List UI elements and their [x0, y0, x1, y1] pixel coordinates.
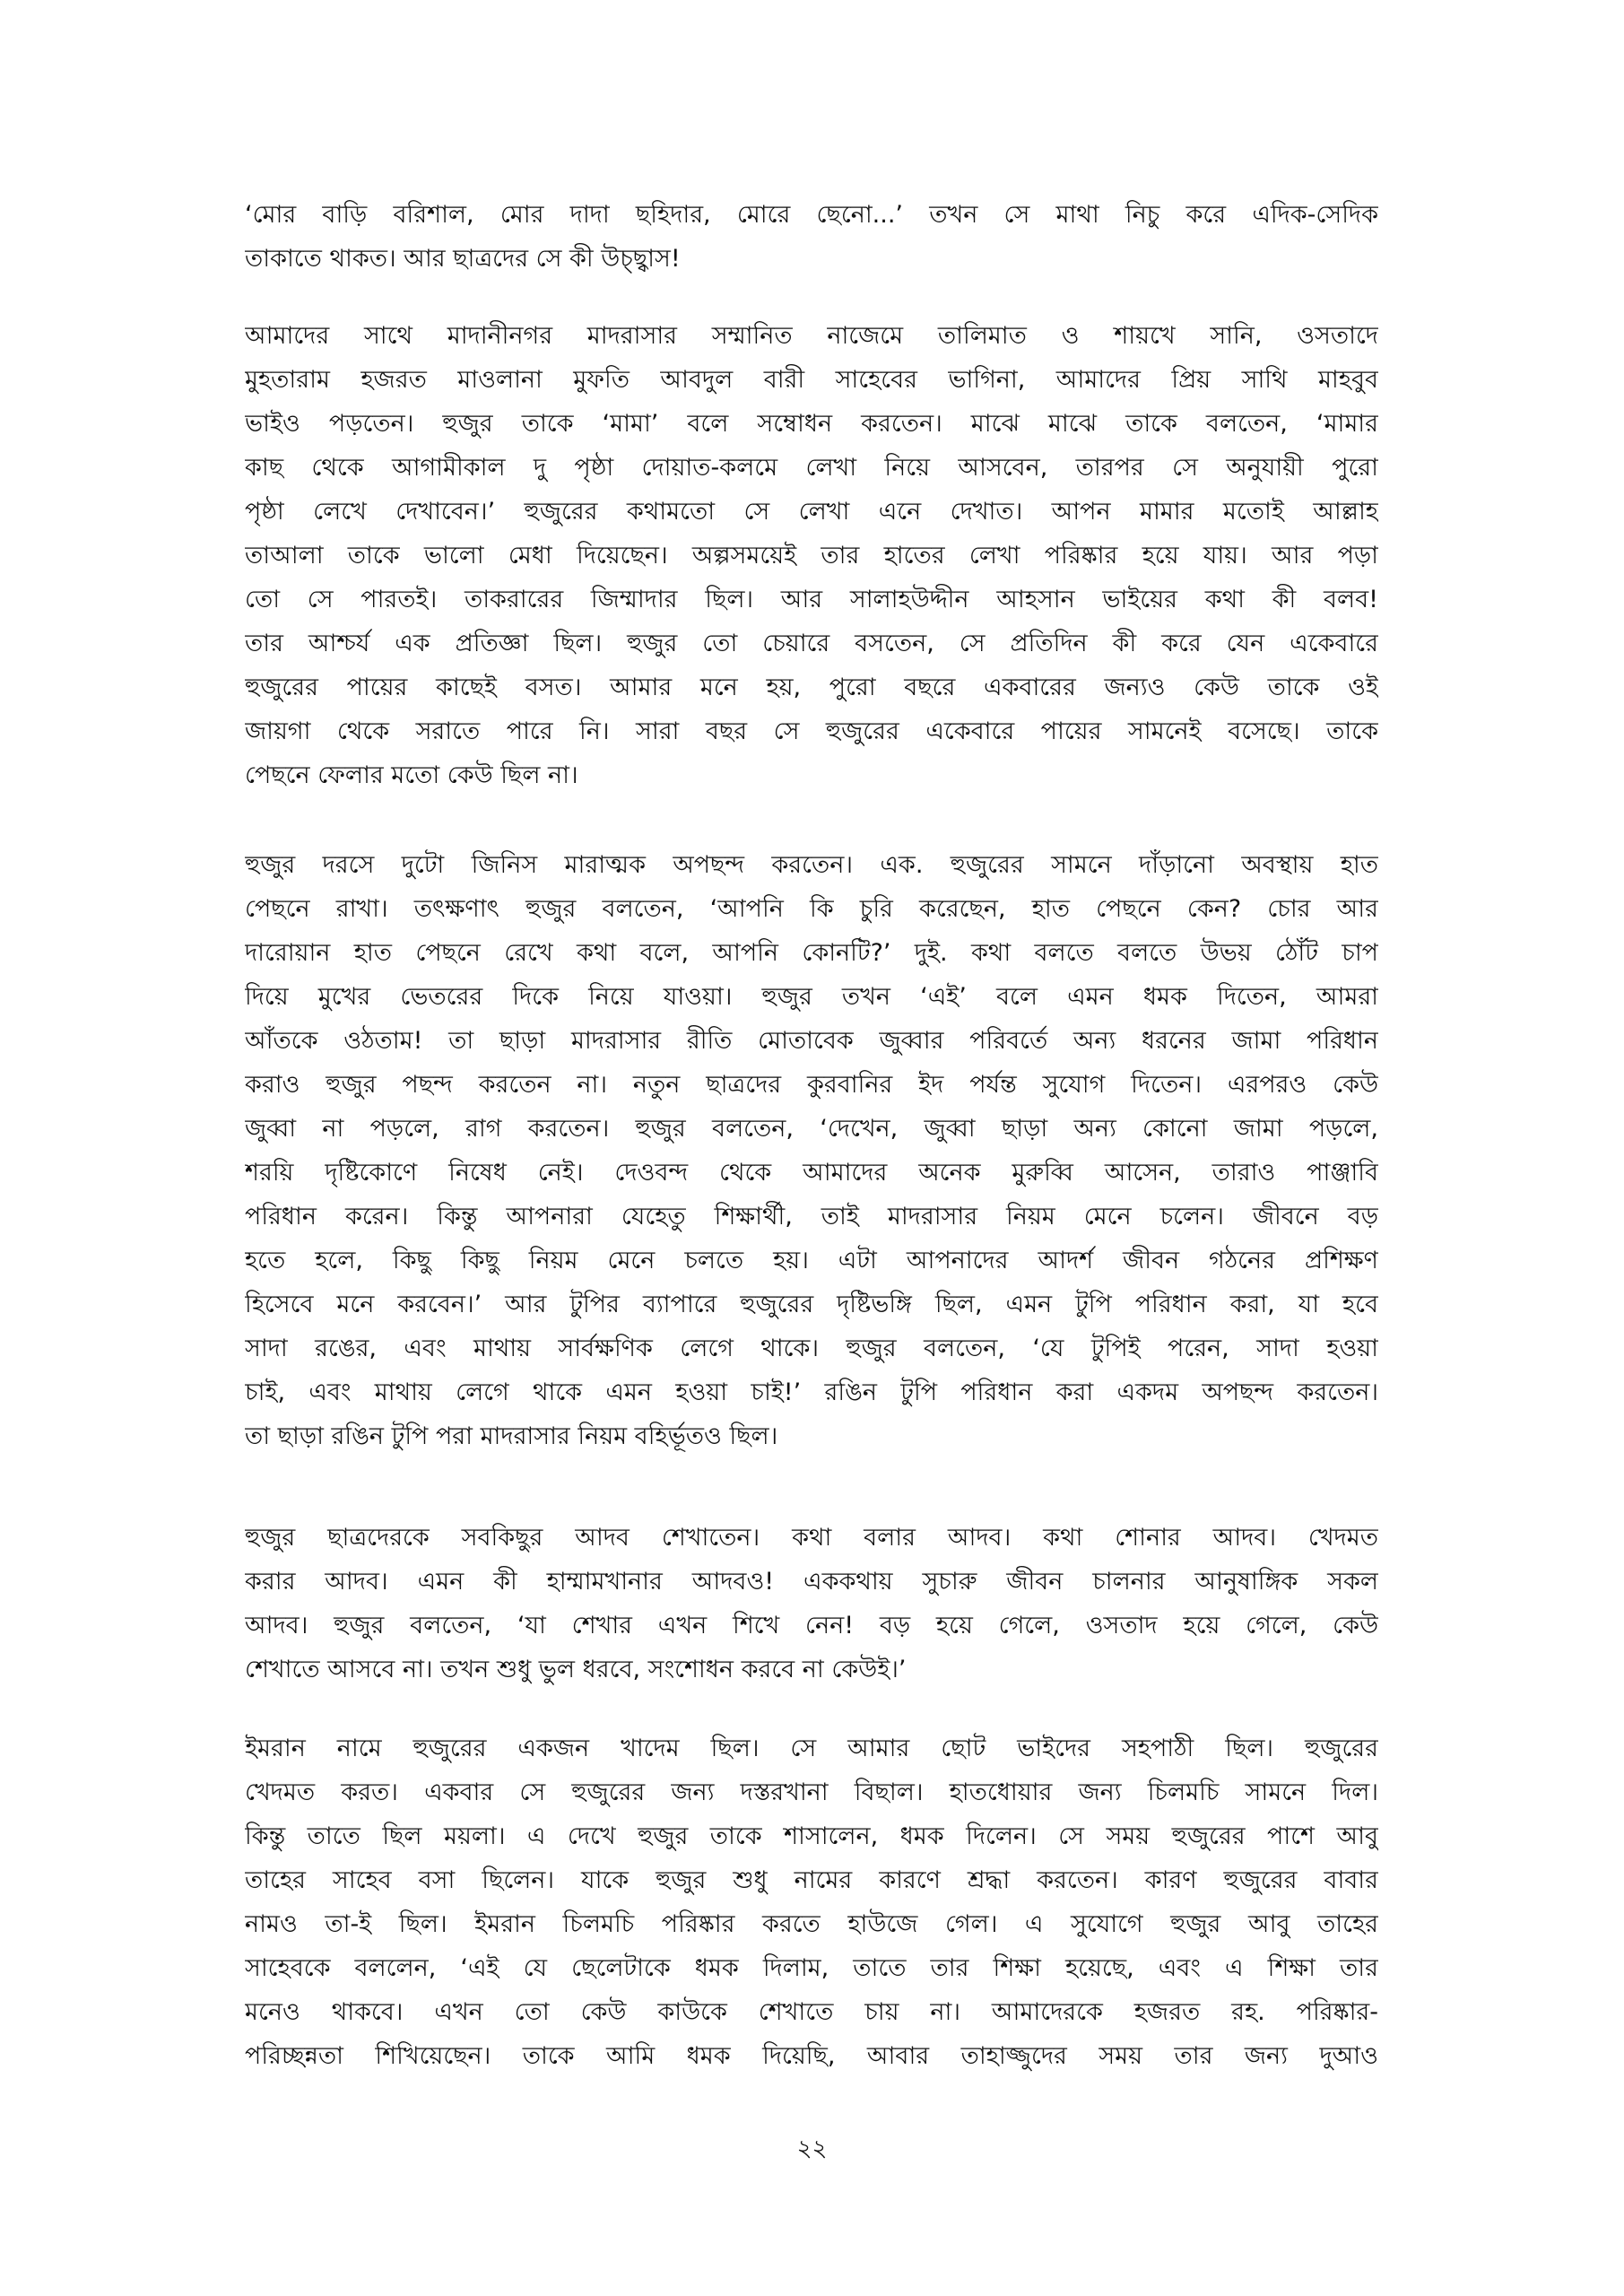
- text-line: চাই, এবং মাথায় লেগে থাকে এমন হওয়া চাই!’ রঙিন টুপি পরিধান করা একদম অপছন্দ করতেন।: [245, 1378, 1378, 1406]
- text-line: পেছনে রাখা। তৎক্ষণাৎ হুজুর বলতেন, ‘আপনি কি চুরি করেছেন, হাত পেছনে কেন? চোর আর: [245, 895, 1378, 923]
- paragraph-4: [245, 1516, 1378, 1692]
- text-line: পরিচ্ছন্নতা শিখিয়েছেন। তাকে আমি ধমক দিয়েছি, আবার তাহাজ্জুদের সময় তার জন্য দুআও: [245, 2042, 1378, 2070]
- text-line: হতে হলে, কিছু কিছু নিয়ম মেনে চলতে হয়। এটা আপনাদের আদর্শ জীবন গঠনের প্রশিক্ষণ: [245, 1247, 1378, 1274]
- page-number: ২২: [796, 2135, 828, 2162]
- text-line: মনেও থাকবে। এখন তো কেউ কাউকে শেখাতে চায় না। আমাদেরকে হজরত রহ. পরিষ্কার-: [245, 1998, 1378, 2026]
- text-line: আঁতকে ওঠতাম! তা ছাড়া মাদরাসার রীতি মোতাবেক জুব্বার পরিবর্তে অন্য ধরনের জামা পরিধান: [245, 1027, 1378, 1055]
- text-line: করার আদব। এমন কী হাম্মামখানার আদবও! এককথায় সুচারু জীবন চালনার আনুষাঙ্গিক সকল: [245, 1568, 1378, 1596]
- text-line: দিয়ে মুখের ভেতরের দিকে নিয়ে যাওয়া। হুজুর তখন ‘এই’ বলে এমন ধমক দিতেন, আমরা: [245, 983, 1378, 1011]
- text-line: সাদা রঙের, এবং মাথায় সার্বক্ষণিক লেগে থাকে। হুজুর বলতেন, ‘যে টুপিই পরেন, সাদা হওয়া: [245, 1335, 1378, 1362]
- paragraph-5: [245, 1726, 1378, 2078]
- text-line: ‘মোর বাড়ি বরিশাল, মোর দাদা ছহিদার, মোরে ছেনো...’ তখন সে মাথা নিচু করে এদিক-সেদিক: [245, 201, 1378, 229]
- text-line: তো সে পারতই। তাকরারের জিম্মাদার ছিল। আর সালাহউদ্দীন আহসান ভাইয়ের কথা কী বলব!: [245, 586, 1378, 613]
- text-line: কাছ থেকে আগামীকাল দু পৃষ্ঠা দোয়াত-কলমে লেখা নিয়ে আসবেন, তারপর সে অনুযায়ী পুরো: [245, 454, 1378, 482]
- text-line: শেখাতে আসবে না। তখন শুধু ভুল ধরবে, সংশোধন করবে না কেউই।’: [245, 1656, 907, 1683]
- text-line: নামও তা-ই ছিল। ইমরান চিলমচি পরিষ্কার করতে হাউজে গেল। এ সুযোগে হুজুর আবু তাহের: [245, 1910, 1378, 1938]
- text-line: তাহের সাহেব বসা ছিলেন। যাকে হুজুর শুধু নামের কারণে শ্রদ্ধা করতেন। কারণ হুজুরের বাবার: [245, 1866, 1378, 1894]
- text-line: তাআলা তাকে ভালো মেধা দিয়েছেন। অল্পসময়েই তার হাতের লেখা পরিষ্কার হয়ে যায়। আর পড়া: [245, 542, 1378, 570]
- text-line: দারোয়ান হাত পেছনে রেখে কথা বলে, আপনি কোনটি?’ দুই. কথা বলতে বলতে উভয় ঠোঁট চাপ: [245, 939, 1378, 967]
- text-line: ভাইও পড়তেন। হুজুর তাকে ‘মামা’ বলে সম্বোধন করতেন। মাঝে মাঝে তাকে বলতেন, ‘মামার: [245, 410, 1378, 438]
- paragraph-3: [245, 843, 1378, 1458]
- text-line: জায়গা থেকে সরাতে পারে নি। সারা বছর সে হুজুরের একেবারে পায়ের সামনেই বসেছে। তাকে: [245, 718, 1378, 745]
- text-line: শরয়ি দৃষ্টিকোণে নিষেধ নেই। দেওবন্দ থেকে আমাদের অনেক মুরুব্বি আসেন, তারাও পাঞ্জাবি: [245, 1159, 1378, 1187]
- text-line: পরিধান করেন। কিন্তু আপনারা যেহেতু শিক্ষার্থী, তাই মাদরাসার নিয়ম মেনে চলেন। জীবনে বড়: [245, 1203, 1378, 1231]
- text-line: করাও হুজুর পছন্দ করতেন না। নতুন ছাত্রদের কুরবানির ইদ পর্যন্ত সুযোগ দিতেন। এরপরও কেউ: [245, 1071, 1378, 1099]
- text-line: আদব। হুজুর বলতেন, ‘যা শেখার এখন শিখে নেন! বড় হয়ে গেলে, ওসতাদ হয়ে গেলে, কেউ: [245, 1612, 1378, 1639]
- text-line: তার আশ্চর্য এক প্রতিজ্ঞা ছিল। হুজুর তো চেয়ারে বসতেন, সে প্রতিদিন কী করে যেন একেবারে: [245, 630, 1378, 657]
- text-line: খেদমত করত। একবার সে হুজুরের জন্য দস্তরখানা বিছাল। হাতধোয়ার জন্য চিলমচি সামনে দিল।: [245, 1779, 1378, 1806]
- text-line: হুজুরের পায়ের কাছেই বসত। আমার মনে হয়, পুরো বছরে একবারের জন্যও কেউ তাকে ওই: [245, 674, 1378, 701]
- text-line: হুজুর দরসে দুটো জিনিস মারাত্মক অপছন্দ করতেন। এক. হুজুরের সামনে দাঁড়ানো অবস্থায় হাত: [245, 851, 1378, 879]
- text-line: মুহতারাম হজরত মাওলানা মুফতি আবদুল বারী সাহেবের ভাগিনা, আমাদের প্রিয় সাথি মাহবুব: [245, 366, 1378, 394]
- paragraph-1: [245, 193, 1378, 281]
- text-line: কিন্তু তাতে ছিল ময়লা। এ দেখে হুজুর তাকে শাসালেন, ধমক দিলেন। সে সময় হুজুরের পাশে আবু: [245, 1822, 1378, 1850]
- text-line: হুজুর ছাত্রদেরকে সবকিছুর আদব শেখাতেন। কথা বলার আদব। কথা শোনার আদব। খেদমত: [245, 1524, 1378, 1552]
- text-line: জুব্বা না পড়লে, রাগ করতেন। হুজুর বলতেন, ‘দেখেন, জুব্বা ছাড়া অন্য কোনো জামা পড়লে,: [245, 1115, 1378, 1143]
- text-line: ইমরান নামে হুজুরের একজন খাদেম ছিল। সে আমার ছোট ভাইদের সহপাঠী ছিল। হুজুরের: [245, 1735, 1378, 1762]
- text-line: হিসেবে মনে করবেন।’ আর টুপির ব্যাপারে হুজুরের দৃষ্টিভঙ্গি ছিল, এমন টুপি পরিধান করা, যা হবে: [245, 1291, 1378, 1318]
- text-line: আমাদের সাথে মাদানীনগর মাদরাসার সম্মানিত নাজেমে তালিমাত ও শায়খে সানি, ওসতাদে: [245, 322, 1378, 350]
- text-line: তাকাতে থাকত। আর ছাত্রদের সে কী উচ্ছ্বাস!: [245, 245, 681, 273]
- paragraph-2: [245, 314, 1378, 797]
- text-line: পেছনে ফেলার মতো কেউ ছিল না।: [245, 761, 578, 789]
- text-line: পৃষ্ঠা লেখে দেখাবেন।’ হুজুরের কথামতো সে লেখা এনে দেখাত। আপন মামার মতোই আল্লাহ: [245, 498, 1378, 526]
- text-line: তা ছাড়া রঙিন টুপি পরা মাদরাসার নিয়ম বহির্ভূতও ছিল।: [245, 1422, 778, 1450]
- text-line: সাহেবকে বললেন, ‘এই যে ছেলেটাকে ধমক দিলাম, তাতে তার শিক্ষা হয়েছে, এবং এ শিক্ষা তার: [245, 1954, 1378, 1982]
